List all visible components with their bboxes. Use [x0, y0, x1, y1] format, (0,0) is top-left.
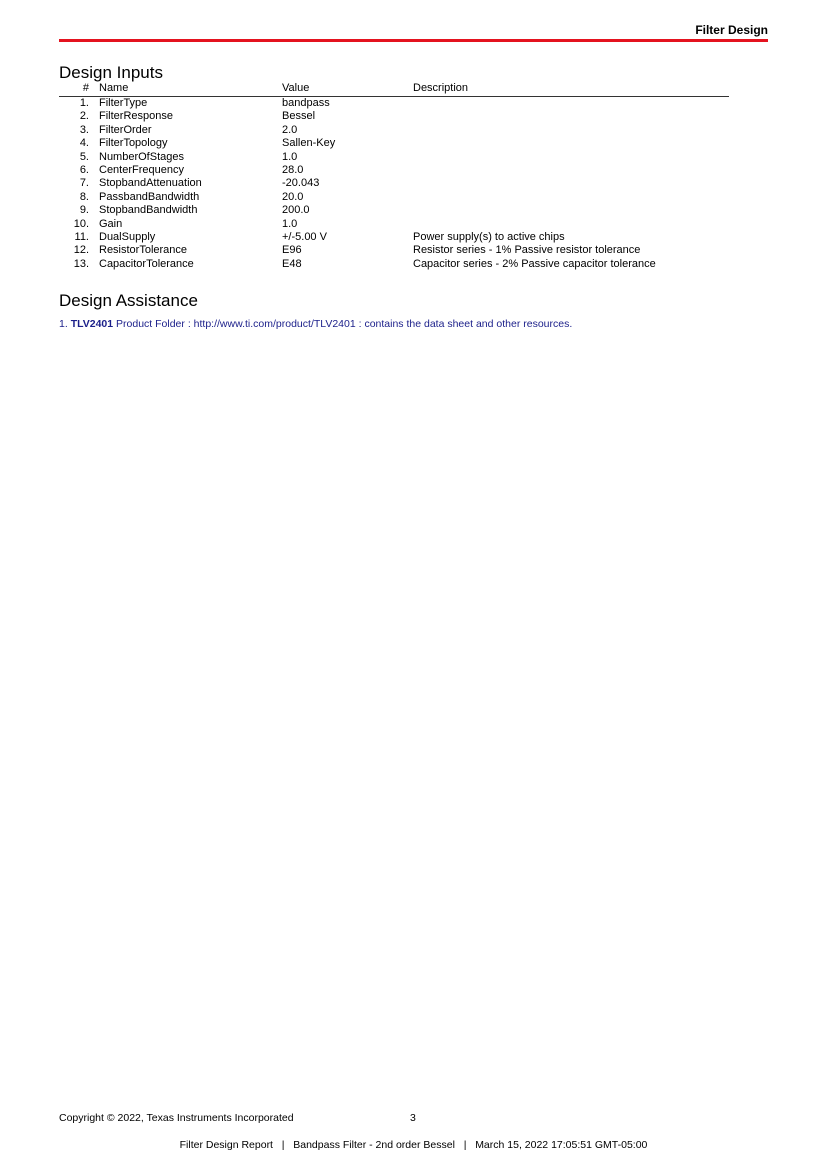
table-header-row [59, 82, 729, 97]
table-row [59, 137, 729, 150]
product-folder-link[interactable]: Product Folder : http://www.ti.com/product/TLV2401 : contains the data sheet and other resources. [116, 318, 573, 330]
table-row [59, 177, 729, 190]
parameter-value: +/-5.00 V [282, 230, 327, 243]
parameter-name: CapacitorTolerance [99, 257, 194, 270]
parameter-description [413, 137, 729, 150]
column-header-description: Description [413, 82, 729, 97]
parameter-value: 1.0 [282, 150, 298, 163]
row-number: 6. [79, 163, 89, 176]
column-header-name: Name [99, 82, 282, 97]
parameter-description [413, 97, 729, 111]
table-row [59, 164, 729, 177]
parameter-description [413, 177, 729, 190]
parameter-name: StopbandBandwidth [99, 204, 198, 217]
parameter-value: 200.0 [282, 204, 310, 217]
parameter-value: E48 [282, 257, 302, 270]
row-number: 3. [79, 123, 89, 136]
parameter-name: Gain [99, 217, 123, 230]
row-number: 8. [79, 190, 89, 203]
design-inputs-table [59, 82, 729, 271]
parameter-name: FilterResponse [99, 110, 173, 123]
parameter-description [413, 110, 729, 123]
page-number: 3 [410, 1112, 416, 1124]
footer-copyright: Copyright © 2022, Texas Instruments Incorporated [59, 1112, 294, 1124]
footer-separator: | [281, 1139, 285, 1151]
parameter-name: FilterOrder [99, 123, 152, 136]
column-header-number: # [59, 82, 99, 97]
table-row [59, 244, 729, 257]
parameter-description: Resistor series - 1% Passive resistor tolerance [413, 244, 641, 257]
parameter-description [413, 218, 729, 231]
row-number: 13. [73, 257, 89, 270]
parameter-description [413, 124, 729, 137]
column-header-value: Value [282, 82, 413, 97]
footer-report-line [0, 1139, 827, 1152]
parameter-value: -20.043 [282, 177, 320, 190]
parameter-value: 1.0 [282, 217, 298, 230]
parameter-description: Power supply(s) to active chips [413, 230, 565, 243]
assist-item-number: 1. [59, 318, 68, 330]
table-row [59, 191, 729, 204]
row-number: 5. [79, 150, 89, 163]
parameter-description [413, 191, 729, 204]
parameter-name: ResistorTolerance [99, 244, 188, 257]
header-accent-bar [59, 39, 768, 42]
table-row [59, 218, 729, 231]
parameter-description [413, 204, 729, 217]
table-row [59, 124, 729, 137]
design-assistance-item [59, 318, 572, 331]
table-row [59, 204, 729, 217]
table-row [59, 97, 729, 111]
footer-separator: | [463, 1139, 467, 1151]
parameter-description [413, 151, 729, 164]
row-number: 7. [79, 177, 89, 190]
parameter-description [413, 164, 729, 177]
table-row [59, 151, 729, 164]
table-row [59, 231, 729, 244]
parameter-value: bandpass [282, 97, 330, 109]
table-row [59, 258, 729, 271]
parameter-value: 28.0 [282, 163, 304, 176]
design-inputs-heading: Design Inputs [59, 63, 163, 82]
report-title: Filter Design Report [179, 1139, 273, 1151]
row-number: 10. [73, 217, 89, 230]
design-assistance-heading: Design Assistance [59, 291, 198, 310]
parameter-description: Capacitor series - 2% Passive capacitor tolerance [413, 257, 656, 270]
report-subtitle: Bandpass Filter - 2nd order Bessel [293, 1139, 455, 1151]
row-number: 11. [74, 230, 89, 243]
parameter-value: Sallen-Key [282, 137, 336, 150]
parameter-name: FilterType [99, 97, 148, 109]
row-number: 2. [79, 110, 89, 123]
parameter-name: CenterFrequency [99, 163, 184, 176]
parameter-name: StopbandAttenuation [99, 177, 202, 190]
parameter-value: Bessel [282, 110, 316, 123]
parameter-value: E96 [282, 244, 302, 257]
table-row [59, 110, 729, 123]
parameter-name: NumberOfStages [99, 150, 184, 163]
parameter-value: 20.0 [282, 190, 304, 203]
row-number: 4. [79, 137, 89, 150]
parameter-name: PassbandBandwidth [99, 190, 200, 203]
row-number: 12. [73, 244, 89, 257]
parameter-value: 2.0 [282, 123, 298, 136]
parameter-name: DualSupply [99, 230, 156, 243]
report-timestamp: March 15, 2022 17:05:51 GMT-05:00 [475, 1139, 648, 1151]
row-number: 9. [79, 204, 89, 217]
header-title: Filter Design [695, 23, 768, 37]
row-number: 1. [79, 97, 89, 109]
part-link[interactable]: TLV2401 [70, 318, 114, 330]
parameter-name: FilterTopology [99, 137, 168, 150]
